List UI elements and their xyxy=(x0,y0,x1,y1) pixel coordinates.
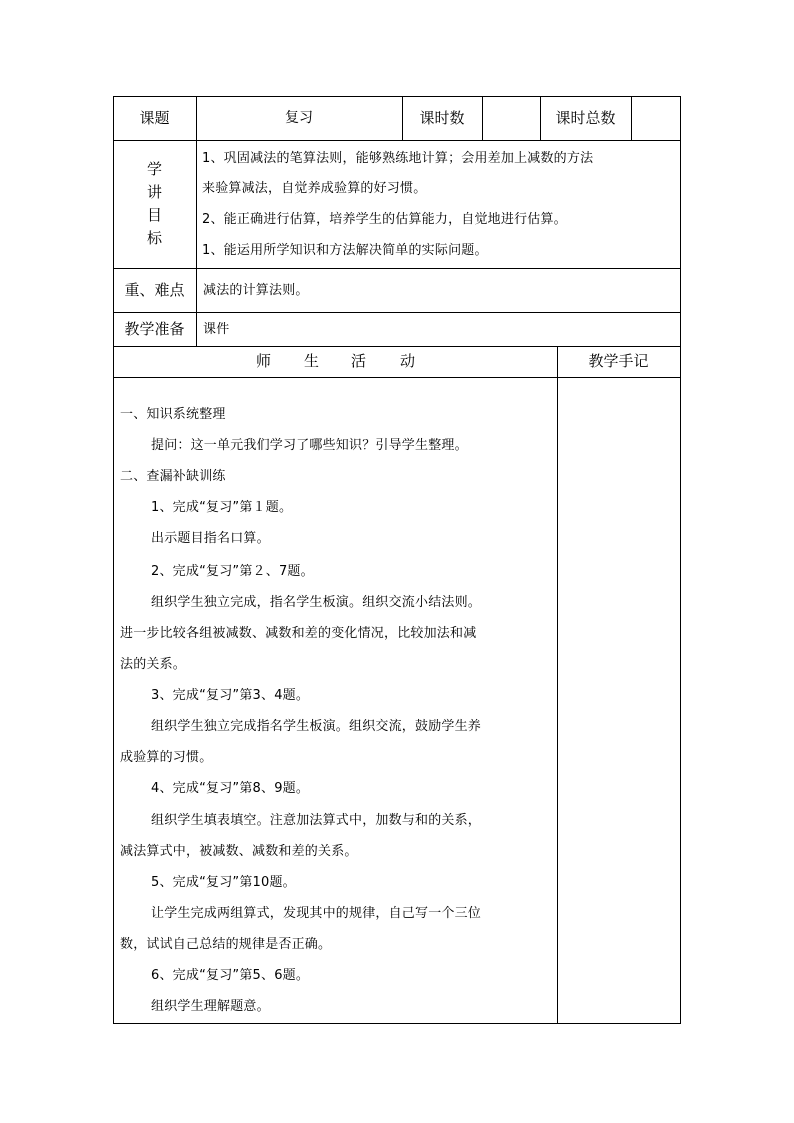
row-divider xyxy=(113,377,681,378)
hours-label: 课时数 xyxy=(419,109,465,127)
activity-line: 减法算式中，被减数、减数和差的关系。 xyxy=(120,844,358,859)
activity-line: 组织学生独立完成指名学生板演。组织交流，鼓励学生养 xyxy=(151,719,482,734)
objective-line: 2、能正确进行估算，培养学生的估算能力，自觉地进行估算。 xyxy=(202,212,567,227)
topic-label: 课题 xyxy=(139,109,170,127)
activity-line: 二、查漏补缺训练 xyxy=(120,469,226,484)
activity-line: 成验算的习惯。 xyxy=(120,750,213,765)
table-border-right xyxy=(680,96,681,1024)
activity-header-char: 活 xyxy=(351,352,367,370)
prep-value: 课件 xyxy=(203,322,230,337)
activity-line: 提问：这一单元我们学习了哪些知识？引导学生整理。 xyxy=(151,438,468,453)
row-divider xyxy=(113,346,681,347)
activity-line: 让学生完成两组算式，发现其中的规律，自己写一个三位 xyxy=(151,906,482,921)
activity-header-char: 生 xyxy=(304,352,320,370)
activity-header-char: 师 xyxy=(256,352,272,370)
objectives-label-char: 讲 xyxy=(146,183,162,201)
objectives-label-char: 学 xyxy=(146,160,162,178)
objectives-label-char: 目 xyxy=(146,206,162,224)
row-divider xyxy=(113,268,681,269)
activity-line: 6、完成“复习”第5、6题。 xyxy=(151,968,310,983)
activity-line: 5、完成“复习”第10题。 xyxy=(151,875,296,890)
activity-line: 组织学生理解题意。 xyxy=(151,999,270,1014)
row-divider xyxy=(113,312,681,313)
activity-line: 组织学生独立完成，指名学生板演。组织交流小结法则。 xyxy=(151,595,482,610)
header-divider xyxy=(482,96,483,140)
header-divider xyxy=(631,96,632,140)
notes-column-divider xyxy=(557,346,558,1024)
table-border-bottom xyxy=(113,1023,681,1024)
activity-line: 法的关系。 xyxy=(120,657,187,672)
activity-line: 一、知识系统整理 xyxy=(120,407,226,422)
total-hours-label: 课时总数 xyxy=(555,109,616,127)
objective-line: 1、巩固减法的笔算法则，能够熟练地计算；会用差加上减数的方法 xyxy=(202,151,594,166)
objective-line: 来验算减法，自觉养成验算的好习惯。 xyxy=(202,181,427,196)
activity-line: 4、完成“复习”第8、9题。 xyxy=(151,781,310,796)
label-column-divider xyxy=(196,96,197,346)
activity-line: 2、完成“复习”第２、7题。 xyxy=(151,564,314,579)
activity-line: 1、完成“复习”第１题。 xyxy=(151,500,293,515)
activity-line: 数，试试自己总结的规律是否正确。 xyxy=(120,937,332,952)
objective-line: 1、能运用所学知识和方法解决简单的实际问题。 xyxy=(202,243,488,258)
key-points-value: 减法的计算法则。 xyxy=(203,283,309,298)
activity-line: 组织学生填表填空。注意加法算式中，加数与和的关系， xyxy=(151,813,482,828)
activity-line: 进一步比较各组被减数、减数和差的变化情况，比较加法和减 xyxy=(120,626,477,641)
row-divider xyxy=(113,140,681,141)
prep-label: 教学准备 xyxy=(124,320,185,338)
topic-value: 复习 xyxy=(285,110,313,126)
activity-line: 出示题目指名口算。 xyxy=(151,531,270,546)
objectives-label-char: 标 xyxy=(146,229,162,247)
table-border-top xyxy=(113,96,681,97)
activity-header-char: 动 xyxy=(400,352,416,370)
notes-label: 教学手记 xyxy=(588,352,649,370)
activity-line: 3、完成“复习”第3、4题。 xyxy=(151,688,310,703)
key-points-label: 重、难点 xyxy=(124,281,185,299)
